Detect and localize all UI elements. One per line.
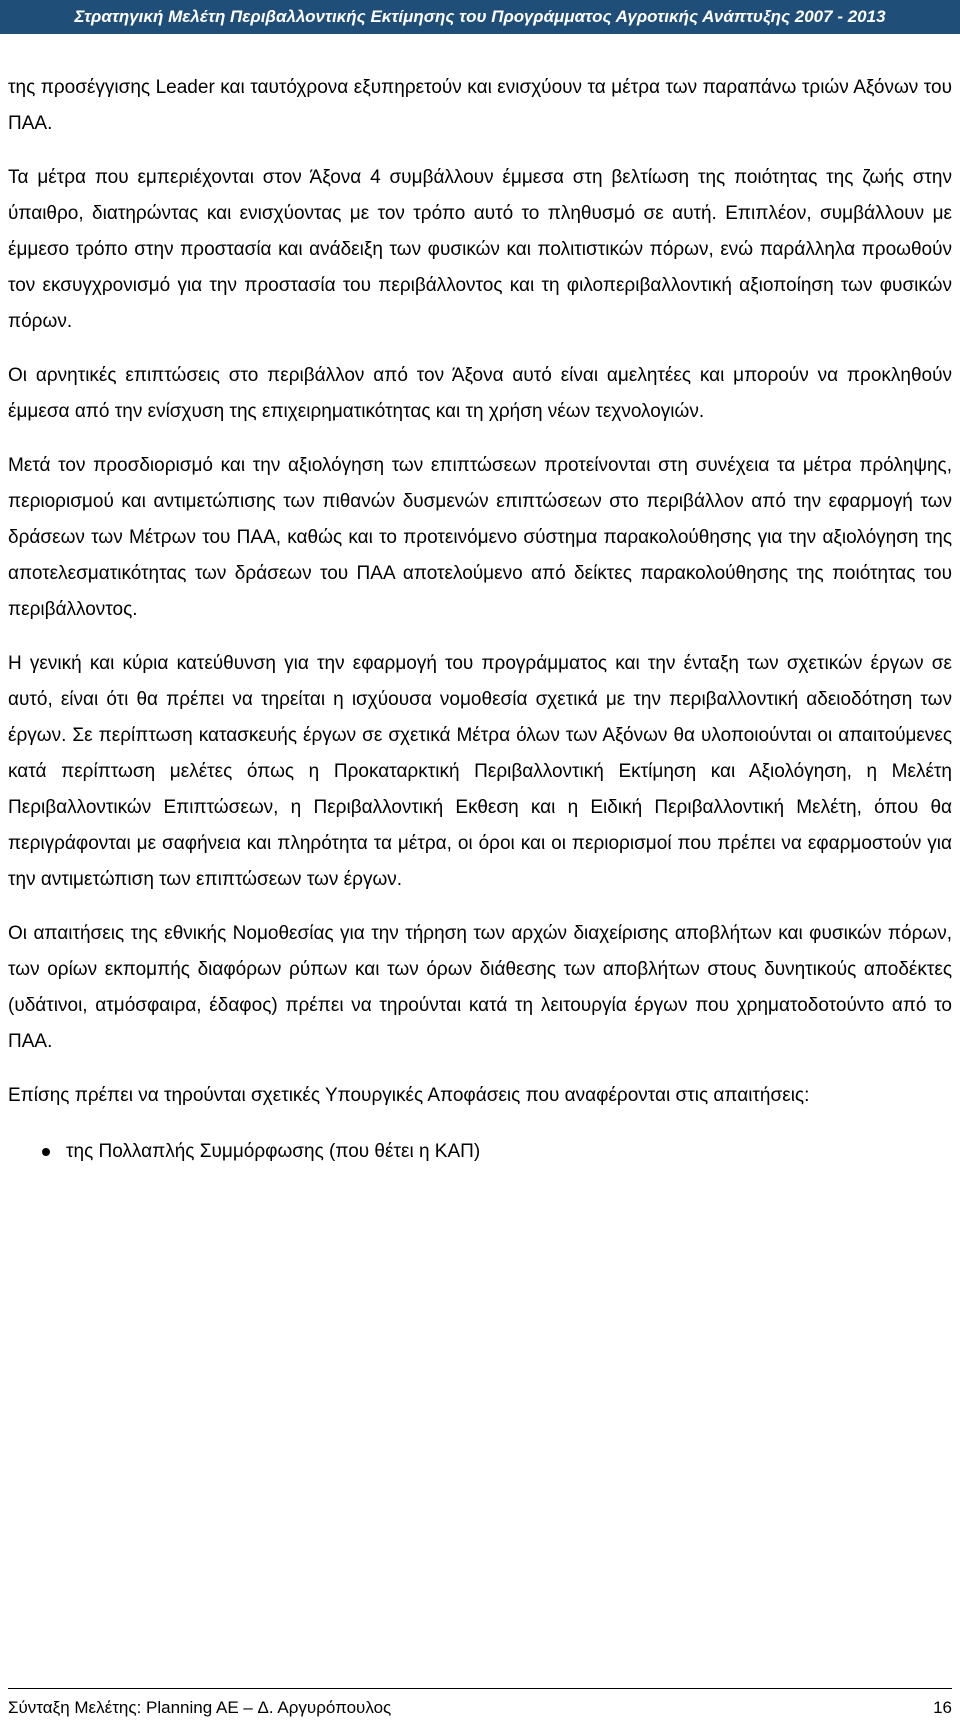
paragraph: Οι αρνητικές επιπτώσεις στο περιβάλλον από τον Άξονα αυτό είναι αμελητέες και μπορούν να προκληθούν έμμεσα από την ενίσχυση της επιχειρηματικότητας και τη χρήση νέων τεχνολογιών.	[8, 365, 952, 422]
page-footer	[8, 1688, 952, 1719]
list-item-text: της Πολλαπλής Συμμόρφωσης (που θέτει η ΚΑΠ)	[66, 1141, 481, 1162]
paragraph: Οι απαιτήσεις της εθνικής Νομοθεσίας για την τήρηση των αρχών διαχείρισης αποβλήτων και φυσικών πόρων, των ορίων εκπομπής διαφόρων ρύπων και των όρων διάθεσης των αποβλήτων στους δυνητικούς αποδέκτες (υδάτινοι, ατμόσφαιρα, έδαφος) πρέπει να τηρούνται κατά τη λειτουργία έργων που χρηματοδοτούντο από το ΠΑΑ.	[8, 923, 952, 1052]
footer-author: Σύνταξη Μελέτης: Planning AE – Δ. Αργυρόπουλος	[8, 1698, 392, 1717]
paragraph: Επίσης πρέπει να τηρούνται σχετικές Υπουργικές Αποφάσεις που αναφέρονται στις απαιτήσεις:	[8, 1085, 810, 1106]
paragraph: Η γενική και κύρια κατεύθυνση για την εφαρμογή του προγράμματος και την ένταξη των σχετικών έργων σε αυτό, είναι ότι θα πρέπει να τηρείται η ισχύουσα νομοθεσία σχετικά με την περιβαλλοντική αδειοδότηση των έργων. Σε περίπτωση κατασκευής έργων σε σχετικά Μέτρα όλων των Αξόνων θα υλοποιούνται οι απαιτούμενες κατά περίπτωση μελέτες όπως η Προκαταρκτική Περιβαλλοντική Εκτίμηση και Αξιολόγηση, η Μελέτη Περιβαλλοντικών Επιπτώσεων, η Περιβαλλοντική Εκθεση και η Ειδική Περιβαλλοντική Μελέτη, όπου θα περιγράφονται με σαφήνεια και πληρότητα τα μέτρα, οι όροι και οι περιορισμοί που πρέπει να εφαρμοστούν για την αντιμετώπιση των επιπτώσεων των έργων.	[8, 653, 952, 890]
bullet-list	[8, 1134, 952, 1170]
header-title: Στρατηγική Μελέτη Περιβαλλοντικής Εκτίμησης του Προγράμματος Αγροτικής Ανάπτυξης 2007 - 2013	[74, 7, 886, 26]
page-header	[0, 0, 960, 34]
list-item	[8, 1134, 952, 1170]
paragraph: Τα μέτρα που εμπεριέχονται στον Άξονα 4 συμβάλλουν έμμεσα στη βελτίωση της ποιότητας της ζωής στην ύπαιθρο, διατηρώντας και ενισχύοντας με τον τρόπο αυτό το πληθυσμό σε αυτή. Επιπλέον, συμβάλλουν με έμμεσο τρόπο στην προστασία και ανάδειξη των φυσικών και πολιτιστικών πόρων, ενώ παράλληλα προωθούν τον εκσυγχρονισμό για την προστασία του περιβάλλοντος και τη φιλοπεριβαλλοντική αξιοποίηση των φυσικών πόρων.	[8, 167, 952, 332]
page-number: 16	[933, 1698, 952, 1717]
paragraph: της προσέγγισης Leader και ταυτόχρονα εξυπηρετούν και ενισχύουν τα μέτρα των παραπάνω τριών Αξόνων του ΠΑΑ.	[8, 77, 952, 134]
paragraph: Μετά τον προσδιορισμό και την αξιολόγηση των επιπτώσεων προτείνονται στη συνέχεια τα μέτρα πρόληψης, περιορισμού και αντιμετώπισης των πιθανών δυσμενών επιπτώσεων στο περιβάλλον από την εφαρμογή των δράσεων των Μέτρων του ΠΑΑ, καθώς και το προτεινόμενο σύστημα παρακολούθησης για την αξιολόγηση της αποτελεσματικότητας των δράσεων του ΠΑΑ αποτελούμενο από δείκτες παρακολούθησης της ποιότητας του περιβάλλοντος.	[8, 455, 952, 620]
bullet-icon	[42, 1148, 50, 1156]
document-body	[8, 70, 952, 1170]
